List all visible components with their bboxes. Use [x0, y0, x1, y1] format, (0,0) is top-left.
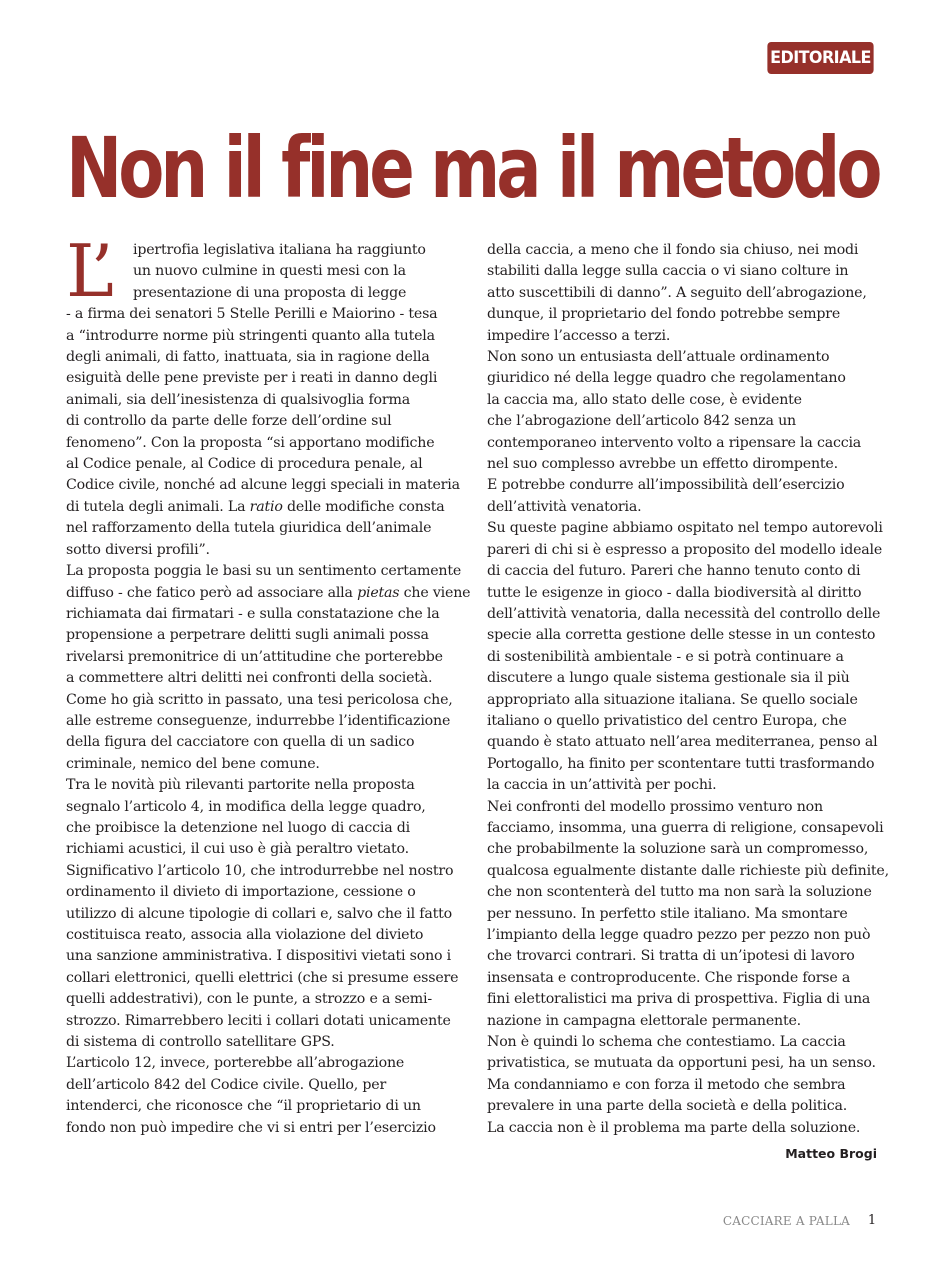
text-line: richiami acustici, il cui uso è già peraltro vietato. — [66, 841, 409, 858]
text-line: la caccia in un’attività per pochi. — [487, 777, 717, 794]
text-line: l’impianto della legge quadro pezzo per pezzo non può — [487, 927, 871, 943]
text-line: fini elettoralistici ma priva di prospettiva. Figlia di una — [487, 991, 871, 1008]
text-line: Nei confronti del modello prossimo venturo non — [487, 798, 823, 815]
text-line: sotto diversi profili”. — [66, 541, 210, 558]
text-line: animali, sia dell’inesistenza di qualsivoglia forma — [66, 391, 410, 408]
text-line: Significativo l’articolo 10, che introdurrebbe nel nostro — [66, 862, 454, 879]
text-line: fenomeno”. Con la proposta “si apportano modifiche — [66, 434, 435, 451]
text-line: collari elettronici, quelli elettrici (che si presume essere — [66, 969, 459, 986]
text-line: pareri di chi si è espresso a proposito del modello ideale — [487, 541, 883, 558]
text-line: rivelarsi premonitrice di un’attitudine che porterebbe — [66, 648, 443, 665]
headline: Non il fine ma il metodo — [66, 119, 879, 217]
text-line: La proposta poggia le basi su un sentimento certamente — [66, 563, 462, 580]
text-line: privatistica, se mutuata da opportuni pesi, ha un senso. — [487, 1055, 876, 1072]
text-line: contemporaneo intervento volto a ripensare la caccia — [487, 434, 862, 451]
text-line: discutere a lungo quale sistema gestionale sia il più — [487, 670, 850, 687]
text-line: ordinamento il divieto di importazione, cessione o — [66, 884, 416, 901]
text-line: prevalere in una parte della società e della politica. — [487, 1098, 848, 1115]
text-line: dunque, il proprietario del fondo potrebbe sempre — [487, 306, 841, 323]
text-line: Codice civile, nonché ad alcune leggi speciali in materia — [66, 477, 460, 494]
text-line: impedire l’accesso a terzi. — [487, 327, 671, 344]
article-column-right — [487, 240, 889, 1139]
text-line: La caccia non è il problema ma parte della soluzione. — [487, 1119, 861, 1136]
text-line: ipertrofia legislativa italiana ha raggiunto — [133, 242, 426, 258]
text-line: dell’attività venatoria. — [487, 498, 642, 515]
text-line: alle estreme conseguenze, indurrebbe l’identificazione — [66, 712, 451, 729]
text-line: che trovarci contrari. Si tratta di un’ipotesi di lavoro — [487, 948, 855, 965]
text-line: specie alla corretta gestione delle stesse in un contesto — [487, 627, 876, 644]
text-line: Come ho già scritto in passato, una tesi pericolosa che, — [66, 691, 453, 708]
text-line: a commettere altri delitti nei confronti della società. — [66, 670, 433, 687]
text-line: della caccia, a meno che il fondo sia chiuso, nei modi — [487, 242, 859, 258]
text-line: propensione a perpetrare delitti sugli animali possa — [66, 627, 429, 644]
text-line: di caccia del futuro. Pareri che hanno tenuto conto di — [487, 563, 861, 580]
text-line: quelli addestrativi), con le punte, a strozzo e a semi- — [66, 991, 432, 1008]
text-line: costituisca reato, associa alla violazione del divieto — [66, 927, 424, 943]
text-line: tutte le esigenze in gioco - dalla biodiversità al diritto — [487, 584, 862, 601]
text-line: giuridico né della legge quadro che regolamentano — [487, 370, 846, 387]
text-line: utilizzo di alcune tipologie di collari e, salvo che il fatto — [66, 905, 452, 922]
text-line: facciamo, insomma, una guerra di religione, consapevoli — [487, 819, 884, 836]
text-line: nel rafforzamento della tutela giuridica dell’animale — [66, 520, 432, 537]
text-line: un nuovo culmine in questi mesi con la — [133, 263, 406, 280]
text-line: degli animali, di fatto, inattuata, sia in ragione della — [66, 349, 430, 366]
text-line: della figura del cacciatore con quella di un sadico — [66, 734, 415, 751]
text-segment: diffuso - che fatico però ad associare alla — [66, 584, 358, 601]
page-number: 1 — [867, 1213, 877, 1228]
text-line: nazione in campagna elettorale permanente. — [487, 1012, 801, 1029]
text-line: per nessuno. In perfetto stile italiano. Ma smontare — [487, 905, 848, 922]
text-line: appropriato alla situazione italiana. Se quello sociale — [487, 691, 858, 708]
text-line: quando è stato attuato nell’area mediterranea, penso al — [487, 734, 878, 751]
text-line: una sanzione amministrativa. I dispositivi vietati sono i — [66, 948, 452, 965]
text-line: Ma condanniamo e con forza il metodo che sembra — [487, 1076, 846, 1093]
text-line: qualcosa egualmente distante dalle richieste più definite, — [487, 862, 889, 879]
drop-cap: L’ — [66, 229, 108, 313]
text-line: strozzo. Rimarrebbero leciti i collari dotati unicamente — [66, 1012, 451, 1029]
text-line: che non scontenterà del tutto ma non sarà la soluzione — [487, 884, 872, 901]
text-line: insensata e controproducente. Che risponde forse a — [487, 969, 851, 986]
text-line: la caccia ma, allo stato delle cose, è evidente — [487, 391, 802, 408]
text-line: Non è quindi lo schema che contestiamo. La caccia — [487, 1034, 846, 1051]
text-line: esiguità delle pene previste per i reati in danno degli — [66, 370, 438, 387]
text-line: L’articolo 12, invece, porterebbe all’abrogazione — [66, 1055, 405, 1072]
text-line: al Codice penale, al Codice di procedura penale, al — [66, 456, 423, 473]
author-signature: Matteo Brogi — [785, 1146, 877, 1161]
text-line: Non sono un entusiasta dell’attuale ordinamento — [487, 349, 830, 366]
section-badge: EDITORIALE — [767, 42, 873, 74]
text-line: dell’attività venatoria, dalla necessità del controllo delle — [487, 605, 881, 622]
text-line: che proibisce la detenzione nel luogo di caccia di — [66, 819, 410, 836]
text-line: criminale, nemico del bene comune. — [66, 755, 320, 772]
italic-term-ratio: ratio — [249, 498, 283, 515]
text-line — [66, 583, 471, 604]
text-line: che probabilmente la soluzione sarà un compromesso, — [487, 841, 869, 858]
text-line: nel suo complesso avrebbe un effetto dirompente. — [487, 456, 838, 473]
text-line: a “introdurre norme più stringenti quanto alla tutela — [66, 327, 435, 344]
text-line: dell’articolo 842 del Codice civile. Quello, per — [66, 1076, 387, 1093]
text-line: di controllo da parte delle forze dell’ordine sul — [66, 413, 392, 430]
text-line: Su queste pagine abbiamo ospitato nel tempo autorevoli — [487, 520, 883, 537]
italic-term-pietas: pietas — [357, 584, 400, 601]
text-line — [66, 497, 462, 518]
text-line: fondo non può impedire che vi si entri per l’esercizio — [66, 1119, 436, 1136]
text-line: stabiliti dalla legge sulla caccia o vi siano colture in — [487, 263, 849, 280]
text-line: atto suscettibili di danno”. A seguito dell’abrogazione, — [487, 284, 867, 301]
text-line: richiamata dai firmatari - e sulla constatazione che la — [66, 605, 440, 622]
text-line: Portogallo, ha finito per scontentare tutti trasformando — [487, 755, 875, 772]
text-segment: di tutela degli animali. La — [66, 498, 250, 515]
text-line: di sostenibilità ambientale - e si potrà continuare a — [487, 648, 844, 665]
text-line: Tra le novità più rilevanti partorite nella proposta — [66, 777, 415, 794]
text-segment: che viene — [399, 584, 471, 601]
text-line: di sistema di controllo satellitare GPS. — [66, 1034, 335, 1051]
footer-magazine-name: CACCIARE A PALLA — [722, 1214, 850, 1228]
text-line: intenderci, che riconosce che “il proprietario di un — [66, 1098, 421, 1115]
article-column-left — [66, 229, 471, 1139]
text-line: segnalo l’articolo 4, in modifica della legge quadro, — [66, 798, 426, 815]
text-line: - a firma dei senatori 5 Stelle Perilli e Maiorino - tesa — [66, 306, 438, 323]
text-segment: delle modifiche consta — [282, 498, 445, 515]
text-line: che l’abrogazione dell’articolo 842 senza un — [487, 413, 796, 430]
text-line: presentazione di una proposta di legge — [133, 284, 407, 301]
text-line: E potrebbe condurre all’impossibilità dell’esercizio — [487, 477, 845, 494]
text-line: italiano o quello privatistico del centro Europa, che — [487, 712, 847, 729]
